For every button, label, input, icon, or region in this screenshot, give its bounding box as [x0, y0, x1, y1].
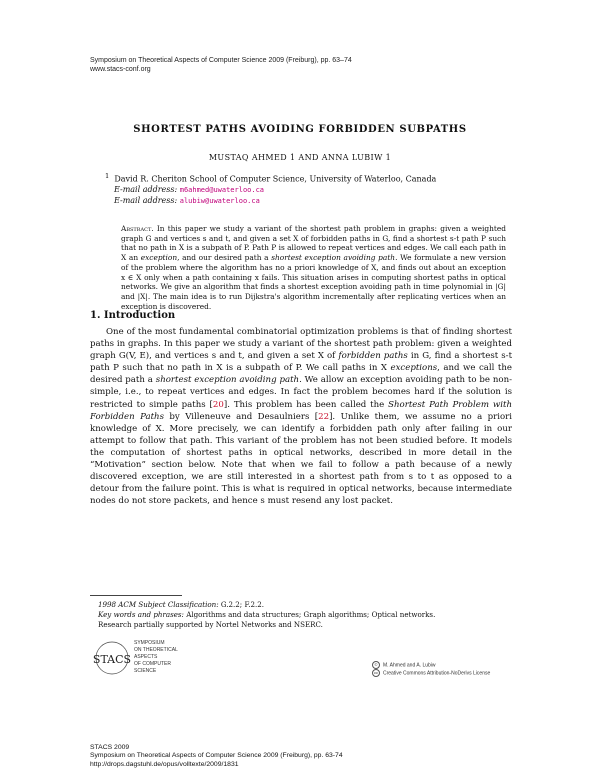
paper-authors: MUSTAQ AHMED 1 AND ANNA LUBIW 1: [208, 153, 392, 162]
paper-title: SHORTEST PATHS AVOIDING FORBIDDEN SUBPATHS: [133, 124, 467, 135]
license-text[interactable]: Creative Commons Attribution-NoDerivs License: [383, 670, 491, 677]
header-url[interactable]: www.stacs-conf.org: [90, 66, 151, 73]
body-em: forbidden paths: [338, 351, 408, 362]
footer-venue: Symposium on Theoretical Aspects of Computer Science 2009 (Freiburg), pp. 63-74: [90, 752, 343, 760]
body-text: One of the most fundamental combinatorial optimization problems is that of finding shortest paths in graphs. In this paper we study a variant of the shortest path problem: given a weighted graph G(V, E), and vertices s and t, and given a set X of: [90, 327, 512, 362]
footnote-text: Algorithms and data structures; Graph algorithms; Optical networks.: [186, 610, 436, 619]
stacs-logo: [90, 636, 210, 680]
abstract-text: . We formulate a new version of the problem where the algorithm has no a priori knowledge of X, and finds out about an exception x ∈ X only when a path containing x fails. This situation arises in computing shortest paths in optical networks. We give an algorithm that finds a shortest exception avoiding path in time polynomial in |G| and |X|. The main idea is to run Dijkstra's algorithm incrementally after replicating vertices when an exception is discovered.: [121, 253, 506, 311]
body-em: Shortest Path Problem with Forbidden Paths: [90, 399, 513, 422]
logo-text: ASPECTS: [134, 654, 158, 660]
body-text: in G, find a shortest s-t path P such that no path in X is a subpath of P. We call paths in X: [90, 351, 513, 374]
license-owner: M. Ahmed and A. Lubiw: [383, 662, 436, 669]
footnotes: [98, 600, 435, 630]
affiliation-block: [105, 171, 436, 206]
creative-commons-icon: cc: [374, 670, 378, 676]
logo-text: SYMPOSIUM: [134, 640, 165, 646]
footnote-text: G.2.2; F.2.2.: [220, 600, 265, 609]
footnote-text: Research partially supported by Nortel Networks and NSERC.: [98, 620, 323, 629]
footnote-label: Key words and phrases:: [98, 610, 184, 619]
abstract-text: , and our desired path a: [177, 253, 269, 263]
body-text: ]. Unlike them, we assume no a priori knowledge of X. More precisely, we can identify a forbidden path only after failing in our attempt to follow that path. This variant of the problem has not been studied before. It models the computation of shortest paths in optical networks, described in more detail in the “Motivation” section below. Note that when we fail to follow a path because of a newly discovered exception, we are still interested in a shortest path from s to t as opposed to a detour from the failure point. This is what is required in optical networks, because intermediate nodes do not store packets, and hence s must resend any lost packet.: [90, 411, 513, 507]
intro-paragraph: [90, 326, 512, 507]
section-heading: 1. Introduction: [90, 310, 176, 321]
body-text: . We allow an exception avoiding path to be non-simple, i.e., to repeat vertices and edges. In fact the problem becomes hard if the solution is restricted to simple paths [: [90, 375, 513, 410]
email-label: E-mail address:: [114, 195, 178, 205]
abstract: [121, 224, 506, 311]
header-venue: Symposium on Theoretical Aspects of Computer Science 2009 (Freiburg), pp. 63–74: [90, 57, 352, 64]
abstract-text: In this paper we study a variant of the shortest path problem in graphs: given a weighted graph G and vertices s and t, and given a set X of forbidden paths in G, find a shortest s-t path P such that no path in X is a subpath of P. Path P is allowed to repeat vertices and edges. We call each path in X an: [121, 224, 506, 263]
affil-text: David R. Cheriton School of Computer Science, University of Waterloo, Canada: [114, 174, 437, 184]
abstract-label: Abstract.: [121, 224, 154, 233]
abstract-em: shortest exception avoiding path: [271, 253, 396, 263]
citation-link[interactable]: 20: [212, 399, 224, 410]
stacs-logo-icon: [90, 636, 210, 680]
citation-link[interactable]: 22: [318, 411, 330, 422]
license-block: [372, 661, 490, 678]
body-text: , and we call the desired path a: [90, 363, 512, 386]
copyright-icon: ©: [372, 661, 380, 669]
email-link-2[interactable]: alubiw@uwaterloo.ca: [179, 196, 260, 205]
page-footer: [90, 744, 343, 769]
footer-conf: STACS 2009: [90, 744, 130, 751]
email-label: E-mail address:: [114, 185, 178, 195]
abstract-em: exception: [140, 253, 178, 263]
footnote-rule: [90, 595, 182, 596]
logo-text: ON THEORETICAL: [134, 647, 178, 653]
body-text: by Villeneuve and Desaulniers [: [169, 411, 319, 422]
body-text: ]. This problem has been called the: [223, 399, 385, 410]
running-header: [90, 56, 352, 74]
logo-text: OF COMPUTER: [134, 661, 171, 667]
footer-url[interactable]: http://drops.dagstuhl.de/opus/volltexte/2009/1831: [90, 760, 239, 768]
logo-mark: STACS: [92, 653, 132, 666]
affil-marker: 1: [105, 172, 110, 180]
email-link-1[interactable]: m6ahmed@uwaterloo.ca: [179, 186, 265, 195]
logo-text: SCIENCE: [134, 668, 157, 674]
body-em: shortest exception avoiding path: [155, 375, 300, 386]
body-em: exceptions: [390, 363, 438, 374]
footnote-label: 1998 ACM Subject Classification:: [98, 600, 219, 609]
